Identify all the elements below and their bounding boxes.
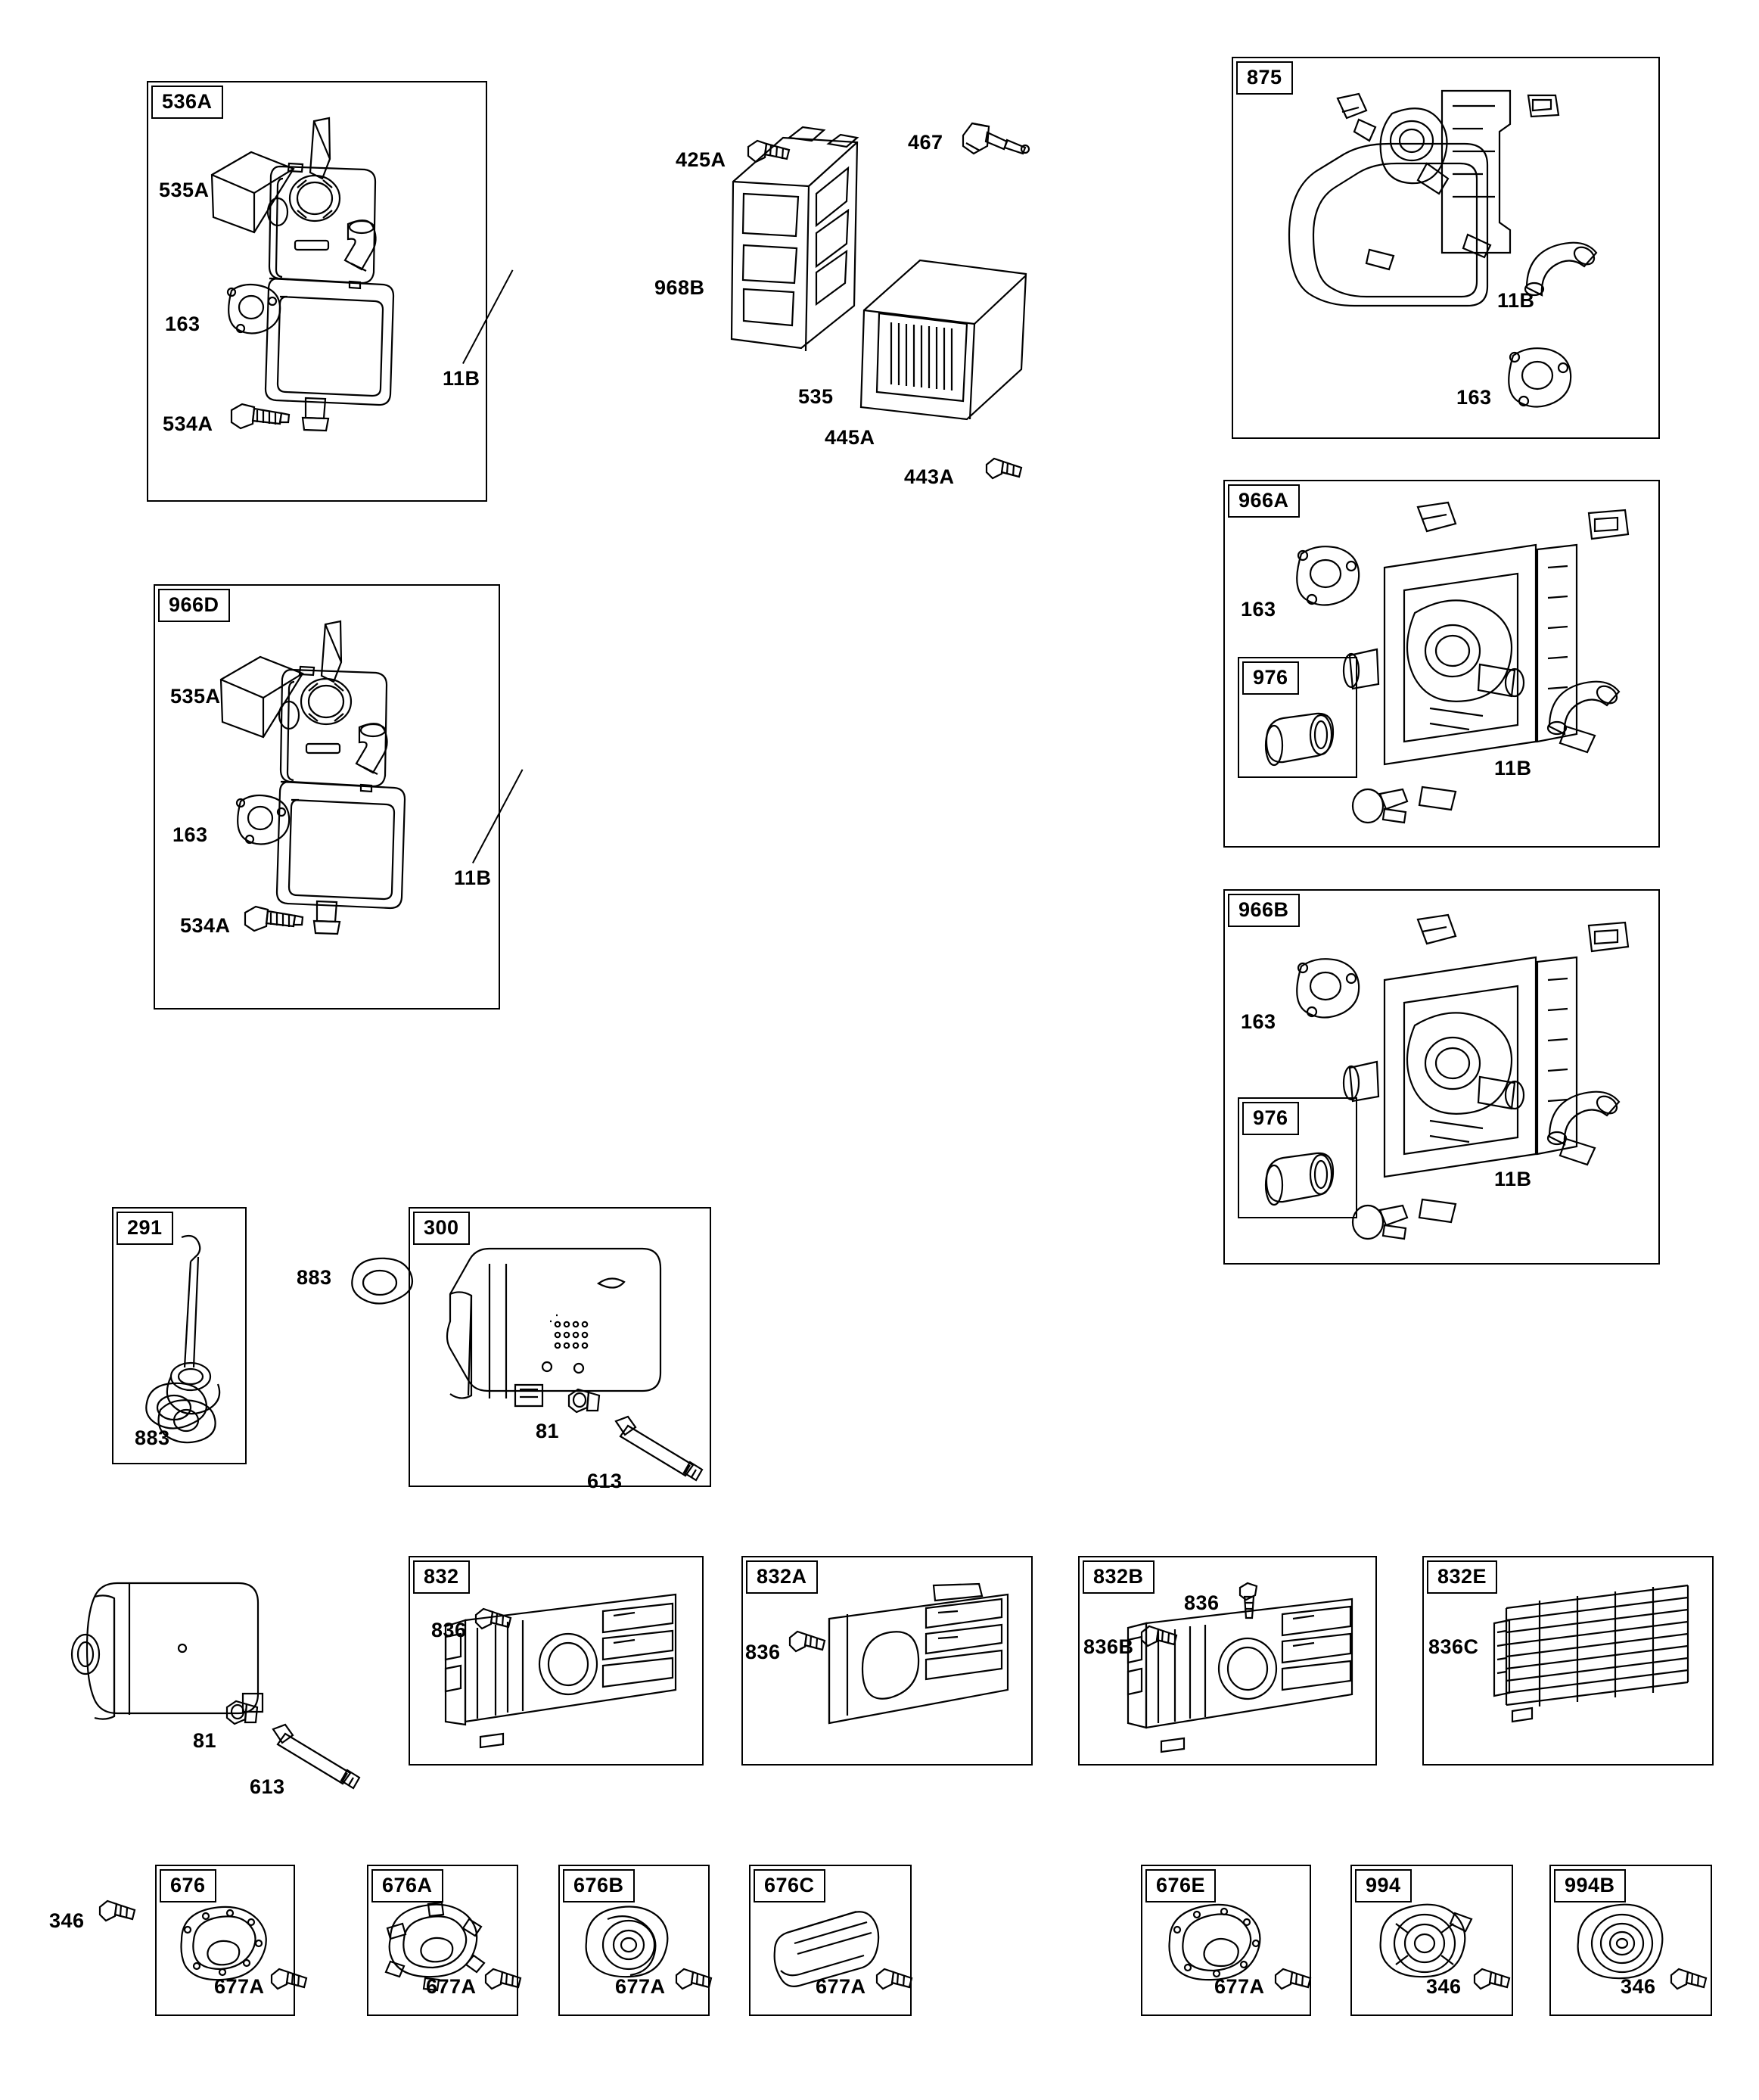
- art-knob-467: [957, 117, 1033, 170]
- art-screw-677A-676C: [874, 1966, 919, 1996]
- callout-677A-676B: 677A: [615, 1975, 666, 1998]
- art-sleeve-976-A: [1256, 708, 1347, 776]
- art-nut-81-300: [561, 1383, 614, 1421]
- group-tag-875: 875: [1236, 61, 1293, 95]
- callout-163-1: 163: [165, 313, 200, 335]
- art-cooling-fins-832E: [1456, 1570, 1706, 1752]
- art-gasket-163-875: [1498, 341, 1581, 412]
- group-tag-676E: 676E: [1145, 1869, 1216, 1902]
- group-tag-676B: 676B: [563, 1869, 635, 1902]
- group-tag-832E: 832E: [1427, 1560, 1497, 1594]
- callout-883-loose: 883: [297, 1266, 332, 1289]
- callout-163-2: 163: [172, 823, 208, 846]
- art-screw-346-994: [1472, 1966, 1517, 1996]
- group-tag-300: 300: [413, 1212, 470, 1245]
- callout-163-875: 163: [1456, 386, 1492, 409]
- callout-677A-676C: 677A: [816, 1975, 866, 1998]
- art-screw-677A-676E: [1273, 1966, 1318, 1996]
- callout-11B-966B: 11B: [1494, 1168, 1532, 1190]
- art-carb-assembly-966A: [1339, 499, 1657, 832]
- group-tag-976-A: 976: [1242, 661, 1299, 695]
- art-gasket-163-966A: [1286, 539, 1369, 611]
- group-tag-994B: 994B: [1554, 1869, 1626, 1902]
- callout-836-832B: 836: [1184, 1591, 1220, 1614]
- art-grille-832B: [1116, 1593, 1366, 1756]
- callout-11B-2: 11B: [454, 866, 492, 889]
- callout-836-832A: 836: [745, 1641, 781, 1663]
- art-gasket-163-2: [227, 789, 295, 850]
- callout-346-994B: 346: [1621, 1975, 1656, 1998]
- group-tag-832: 832: [413, 1560, 470, 1594]
- callout-535A-2: 535A: [170, 685, 221, 708]
- callout-613-300: 613: [587, 1470, 623, 1492]
- group-tag-966A: 966A: [1228, 484, 1300, 518]
- group-tag-676C: 676C: [754, 1869, 825, 1902]
- callout-163-966A: 163: [1241, 598, 1276, 621]
- callout-677A-676: 677A: [214, 1975, 265, 1998]
- callout-535: 535: [798, 385, 834, 408]
- art-sleeve-976-B: [1256, 1147, 1347, 1215]
- art-screw-346-994B: [1668, 1966, 1714, 1996]
- callout-81-loose: 81: [193, 1729, 217, 1752]
- group-tag-976-B: 976: [1242, 1102, 1299, 1135]
- callout-11B-1: 11B: [443, 367, 480, 390]
- callout-11B-966A: 11B: [1494, 757, 1532, 779]
- callout-677A-676E: 677A: [1214, 1975, 1265, 1998]
- art-clip-966A: [1347, 783, 1415, 829]
- callout-534A-2: 534A: [180, 914, 231, 937]
- art-air-filter-445A: [853, 250, 1043, 439]
- art-gasket-163-966B: [1286, 951, 1369, 1023]
- art-screw-677: [97, 1898, 142, 1928]
- art-elbow-11B-966A: [1543, 674, 1627, 742]
- callout-425A: 425A: [676, 148, 726, 171]
- art-bolt-534A-1: [227, 400, 295, 436]
- callout-968B: 968B: [654, 276, 705, 299]
- art-nut-81-loose: [219, 1695, 272, 1733]
- group-tag-966B: 966B: [1228, 894, 1300, 927]
- art-elbow-11B-966B: [1543, 1084, 1627, 1152]
- art-carb-assembly-966B: [1339, 912, 1657, 1245]
- callout-81-300: 81: [536, 1420, 560, 1442]
- art-screw-677A-676: [269, 1966, 314, 1996]
- callout-883-291: 883: [135, 1426, 170, 1449]
- callout-445A: 445A: [825, 426, 875, 449]
- callout-836B-832B: 836B: [1083, 1635, 1134, 1658]
- callout-163-966B: 163: [1241, 1010, 1276, 1033]
- art-gasket-163-1: [218, 278, 286, 339]
- group-tag-994: 994: [1355, 1869, 1412, 1902]
- callout-677: 346: [49, 1909, 85, 1932]
- art-stud-613-300: [611, 1414, 710, 1482]
- group-tag-832B: 832B: [1083, 1560, 1155, 1594]
- callout-535A-1: 535A: [159, 179, 210, 201]
- callout-613-loose: 613: [250, 1775, 285, 1798]
- callout-467: 467: [908, 131, 943, 154]
- callout-346-994: 346: [1426, 1975, 1462, 1998]
- callout-677A-676A: 677A: [426, 1975, 477, 1998]
- art-grille-832A: [817, 1585, 1021, 1752]
- group-tag-291: 291: [117, 1212, 173, 1245]
- callout-534A-1: 534A: [163, 412, 213, 435]
- callout-11B-875: 11B: [1497, 289, 1535, 312]
- callout-443A: 443A: [904, 465, 955, 488]
- art-clip-966B: [1347, 1199, 1415, 1245]
- art-screw-677A-676A: [483, 1966, 528, 1996]
- group-tag-832A: 832A: [746, 1560, 818, 1594]
- art-filter-535A: [204, 148, 303, 246]
- callout-836-832: 836: [431, 1619, 467, 1641]
- art-grille-832: [435, 1585, 692, 1752]
- group-tag-536A: 536A: [151, 86, 223, 119]
- art-screw-443A: [984, 454, 1029, 484]
- art-screw-677A-676B: [673, 1966, 719, 1996]
- group-tag-676A: 676A: [371, 1869, 443, 1902]
- group-tag-676: 676: [160, 1869, 216, 1902]
- group-tag-966D: 966D: [158, 589, 230, 622]
- art-bolt-534A-2: [241, 902, 309, 938]
- art-filter-535A-2: [213, 652, 312, 751]
- callout-836C-832E: 836C: [1428, 1635, 1479, 1658]
